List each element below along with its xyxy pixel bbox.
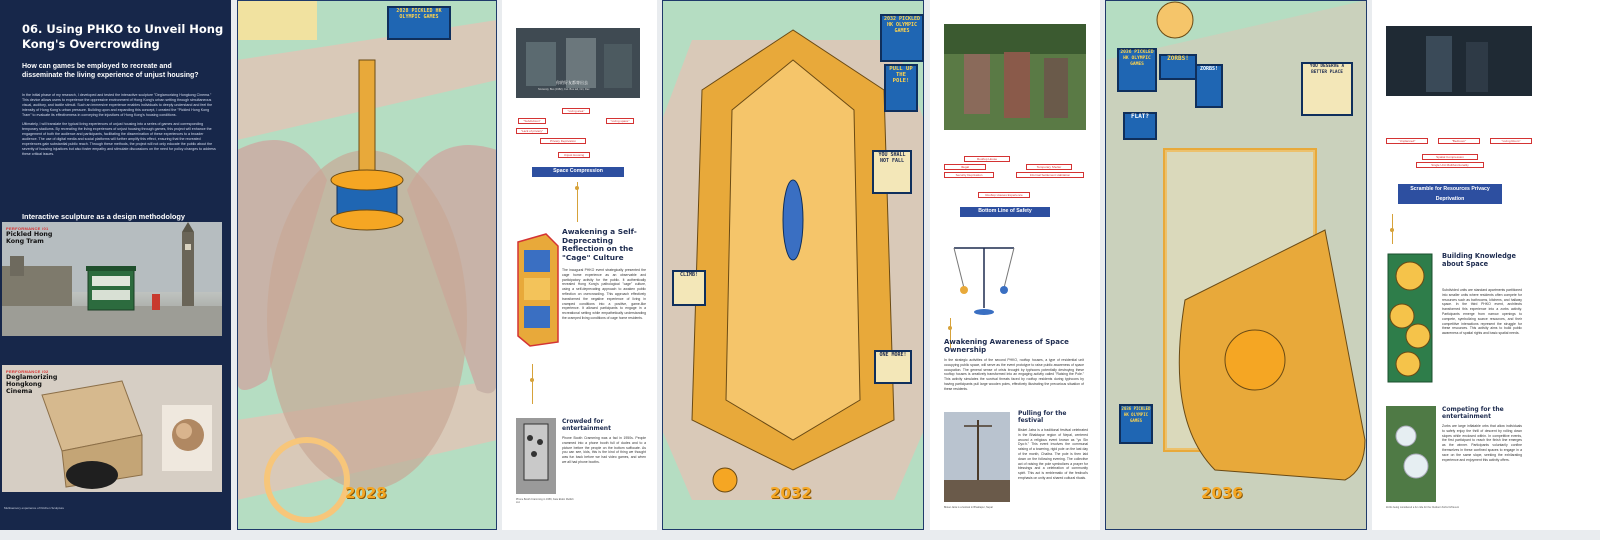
side-panel-rooftop [930, 0, 1100, 530]
research-question: How can games be employed to recreate and disseminate the living experience of unjust housing? [22, 63, 199, 79]
poster-2028 [237, 0, 497, 530]
poster-2036 [1105, 0, 1367, 530]
theme-bar: Bottom Line of Safety [960, 207, 1050, 217]
performance-name: Pickled Hong Kong Tram [6, 231, 53, 245]
phone-booth-photo [516, 418, 556, 494]
side-panel-cage [502, 0, 657, 530]
photo-caption: Multisensory experience of Kitchen Sculpture [4, 506, 65, 510]
intro-paragraph-2: Ultimately, I will translate the typical living experiences of unjust housing into a series of games and corresponding temporary stadiums. By recreating the living experiences of unjust housing through games, this project will enhance the engagement of both the audience and participants, facilitating the dissemination of these experiences to a broader audience. The use of digital media and social platforms will further amplify this effect, ensuring that the recreated experiences gain substantial public reach. Through these methods, the project will not only educate the public about the severity of housing injustices but also foster empathy and stimulate discussions on the need for policy changes to address these critical issues. [22, 122, 216, 156]
poster-2032 [662, 0, 924, 530]
connector-dot [948, 326, 952, 330]
connector-line [532, 364, 533, 404]
concept-box: Security Deprivation [944, 172, 994, 178]
banner: CLIMB! [672, 270, 706, 306]
side-panel-zorbs [1372, 0, 1600, 530]
performance-label-2 [6, 369, 66, 395]
concept-box: Rooftop House [964, 156, 1010, 162]
performance-tag: PERFORMANCE /02 [6, 369, 49, 374]
subdivided-unit-drawing [1386, 252, 1434, 384]
subdivided-unit-illustration [1386, 252, 1434, 384]
zorb-photo-drawing [1386, 406, 1436, 502]
event-sign: PULL UP THE POLE! [884, 64, 918, 112]
video-subtitle-en: Sincerely, Bus (1982), Cut. Bus tail, Oct, Dec [538, 88, 590, 91]
intro-text [22, 93, 217, 157]
section-heading: Competing for the entertainment [1442, 406, 1504, 420]
concept-box: "Living space" [606, 118, 634, 124]
tower-illustration [237, 0, 497, 530]
olympic-sign: 2032 PICKLED HK OLYMPIC GAMES [880, 14, 924, 62]
section-body: Zorbs are large inflatable orbs that allow individuals to safely enjoy the thrill of descent by rolling down slopes while enclosed within. In competitive events, the first participant to reach the finish line emerges as the winner. Participants voluntarily confine themselves in these confined spaces to engage in a race on the same slope, seeking the exhilarating experience and enjoyment this activity offers. [1442, 424, 1522, 462]
olympic-sign: 2036 PICKLED HK OLYMPIC GAMES [1119, 404, 1153, 444]
section-heading: Crowded for entertainment [562, 418, 611, 432]
film-still [1386, 26, 1532, 96]
concept-box: Single Unit Multifunctionality [1416, 162, 1484, 168]
banner: YOU DESERVE A BETTER PLACE [1301, 62, 1353, 116]
concept-box: Privacy Deprivation [540, 138, 586, 144]
connector-dot [1390, 228, 1394, 232]
concept-box: Rooftop Houses Experience [978, 192, 1030, 198]
theme-bar: Space Compression [532, 167, 624, 177]
concept-box: "Subdivision" [518, 118, 546, 124]
section-body: In the strategic activities of the second PHKO, rooftop houses, a type of residential unit occupying public space, will serve as the event prototype to raise public awareness of space occupation. The general sense of crisis brought by typhoons potentially destroying these rooftop houses is creatively transformed into an engaging activity called "Raising the Pole." This activity simulates the survival threats faced by rooftop residents during typhoons by having participants pull large wooden poles, effectively illustrating the precarious situation of these residents. [944, 358, 1084, 391]
section-body: Subdivided units are standard apartments partitioned into smaller units where residents often compete for resources such as bathrooms, kitchens, and hallway space. In the third PHKO event, architects transformed this experience into a zorbs activity. Participants emerge from narrow openings to compete, symbolizing scarce resources, and their competitive interactions represent the struggle for these resources. This activity aims to build public awareness of spatial rights and basic spatial needs. [1442, 288, 1522, 336]
banner: YOU SHALL NOT FALL [872, 150, 912, 194]
concept-box: Unjust Housing [558, 152, 590, 158]
festival-photo [944, 412, 1010, 502]
section-heading: Awakening a Self-Deprecating Reflection on the "Cage" Culture [562, 227, 637, 262]
section-heading: Awakening Awareness of Space Ownership [944, 338, 1069, 354]
banner: ZORBS! [1195, 64, 1223, 108]
concept-box: Temporary Shelter [1026, 164, 1072, 170]
banner: ONE MORE! [874, 350, 912, 384]
video-subtitle: 你的好友都寄出去 [556, 80, 588, 85]
swing-illustration [944, 228, 1024, 318]
concept-box: Spatial Compression [1422, 154, 1478, 160]
photo-caption: Phone Booth Cramming in 1959, Kate Eldon Mellish Ltd. [516, 498, 574, 504]
section-body: Phone Booth Cramming was a fad in 1950s. People crammed into a phone booth full of dudes and to a picture before the people on the bottom suffocate. As you can see, kids, this is the kind of thing we thought was fun back before we had video games, and when we all had phone booths. [562, 436, 646, 464]
intro-paragraph-1: In the initial phase of my research, I developed and tested the interactive sculpture "Deglamorizing Hongkong Cinema." This device allows users to experience the oppressive environment of Hong Kong's urban setting through simultaneous visual, auditory, and tactile stimuli. Such an immersive experience enables individuals to deeply understand and feel the intensity of Hong Kong's urban pressure. Building upon and expanding this concept, I created the "Pickled Hong Kong Tram" to evaluate its effectiveness in conveying the injustices of Hong Kong's housing conditions. [22, 93, 213, 117]
event-sign: ZORBS! [1159, 54, 1197, 80]
zorb-photo [1386, 406, 1436, 502]
photo-caption: Bisket Jatra is a festival in Bhaktapur, Nepal [944, 506, 993, 509]
performance-tag: PERFORMANCE /01 [6, 226, 49, 231]
connector-dot [575, 186, 579, 190]
intro-panel [0, 0, 231, 530]
section-heading: Pulling for the festival [1018, 410, 1067, 424]
cage-home-illustration [516, 232, 560, 348]
section-body: Bisket Jatra is a traditional festival celebrated in the Bhaktapur region of Nepal, centered around a religious event known as "yo Sin Dyo:h." This event involves the communal raising of a towering, rigid pole on the last day of the month, Chaitra. The pole is then laid down on the following evening. The collective act of raising the pole symbolizes a prayer for blessings and a celebration of community spirit. This act is emblematic of the festival's emphasis on unity and shared cultural rituals. [1018, 428, 1088, 480]
concept-box: "Lack of privacy" [516, 128, 548, 134]
performance-name: Deglamorizing Hongkong Cinema [6, 374, 58, 395]
rooftop-photo [944, 24, 1086, 130]
concept-box: "Living area" [562, 108, 590, 114]
poster-year: 2032 [770, 484, 812, 502]
tram-photo [2, 222, 222, 336]
phone-booth-drawing [516, 418, 556, 494]
section-heading: Building Knowledge about Space [1442, 252, 1516, 268]
film-still-drawing [1386, 26, 1532, 96]
banner: FLAT? [1123, 112, 1157, 140]
concept-box: "Bedroom" [1438, 138, 1480, 144]
section-body: The inaugural PHKO event strategically presented the cage home experience as an observable and participatory activity for the public. It authentically revealed Hong Kong's pathological "cage" culture, using a self-deprecating approach to awaken public reflection on overcrowding. This approach effectively transformed the negative experience of living in cramped conditions into a positive, game-like experience. It allowed participants to engage in a recreational setting while empathetically understanding the cramped living conditions of cage home residents. [562, 268, 646, 320]
olympic-sign: 2036 PICKLED HK OLYMPIC GAMES [1117, 48, 1157, 92]
rooftop-photo-drawing [944, 24, 1086, 130]
performance-label-1 [6, 226, 66, 245]
photo-caption: Zorbs being considered a fun ride for the Outdoor Zorbs NZ Event [1386, 506, 1459, 509]
section-title: 06. Using PHKO to Unveil Hong Kong's Overcrowding [22, 22, 224, 51]
theme-bar: Scramble for Resources Privacy Deprivation [1398, 184, 1502, 204]
concept-box: "Living Room" [1490, 138, 1532, 144]
concept-box: Illegal [944, 164, 986, 170]
concept-box: Informal Settlement Habitation [1016, 172, 1084, 178]
video-still [516, 28, 640, 98]
connector-dot [530, 378, 534, 382]
poster-year: 2036 [1201, 484, 1243, 502]
olympic-sign: 2028 PICKLED HK OLYMPIC GAMES [387, 6, 451, 40]
cage-home-drawing [516, 232, 560, 348]
swing-drawing [944, 228, 1024, 318]
poster-year: 2028 [345, 484, 387, 502]
festival-photo-drawing [944, 412, 1010, 502]
cinema-photo [2, 365, 222, 492]
method-heading: Interactive sculpture as a design methodology [22, 212, 186, 221]
concept-box: "Unplanned" [1386, 138, 1428, 144]
